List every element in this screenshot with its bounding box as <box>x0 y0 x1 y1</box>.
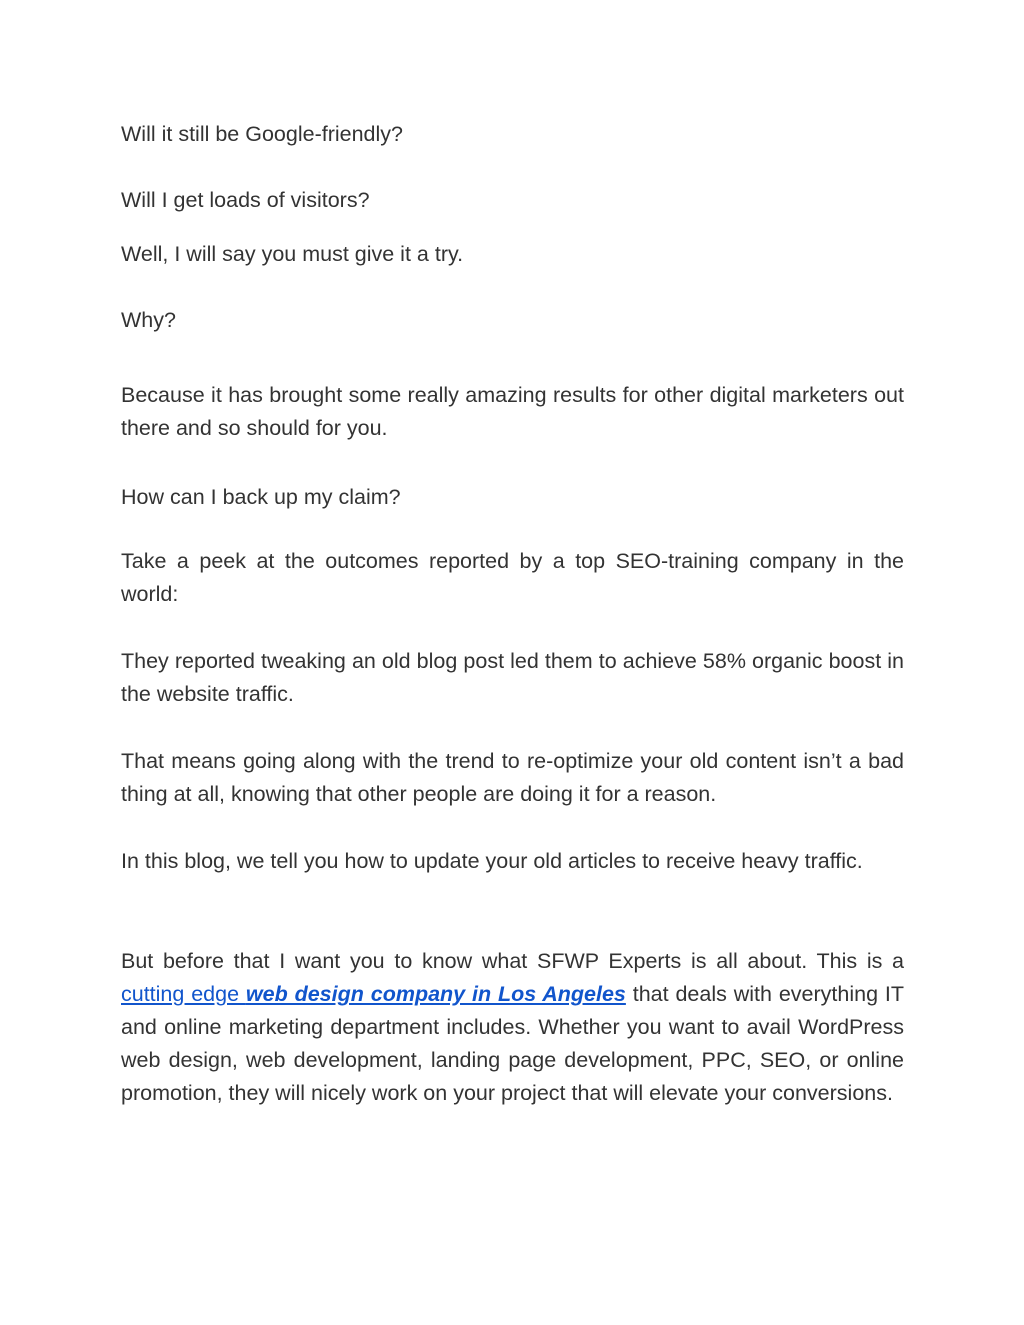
paragraph-seo-training: Take a peek at the outcomes reported by a top SEO-training company in the world: <box>121 549 904 606</box>
paragraph-why: Why? <box>121 308 176 332</box>
paragraph-visitors: Will I get loads of visitors? <box>121 188 370 212</box>
paragraph-sfwp-experts <box>121 945 904 1110</box>
paragraph-heavy-traffic: In this blog, we tell you how to update your old articles to receive heavy traffic. <box>121 849 863 873</box>
paragraph-organic-boost: They reported tweaking an old blog post led them to achieve 58% organic boost in the website traffic. <box>121 649 904 706</box>
paragraph-google-friendly: Will it still be Google-friendly? <box>121 122 403 146</box>
web-design-company-link[interactable]: web design company in Los Angeles <box>245 982 626 1006</box>
paragraph-give-it-a-try: Well, I will say you must give it a try. <box>121 242 464 266</box>
paragraph-reoptimize: That means going along with the trend to re-optimize your old content isn’t a bad thing at all, knowing that other people are doing it for a reason. <box>121 749 904 806</box>
paragraph-amazing-results: Because it has brought some really amazing results for other digital marketers out there and so should for you. <box>121 383 904 440</box>
paragraph-back-up-claim: How can I back up my claim? <box>121 485 401 509</box>
cutting-edge-link[interactable]: cutting edge <box>121 982 246 1006</box>
sfwp-rest-text: that deals with everything IT and online marketing department includes. Whether you want to avail WordPress web design, web development, landing page development, PPC, SEO, or online promotion, they will nicely work on your project that will elevate your conversions. <box>121 982 905 1105</box>
sfwp-intro-text: But before that I want you to know what SFWP Experts is all about. This is a <box>121 949 904 973</box>
